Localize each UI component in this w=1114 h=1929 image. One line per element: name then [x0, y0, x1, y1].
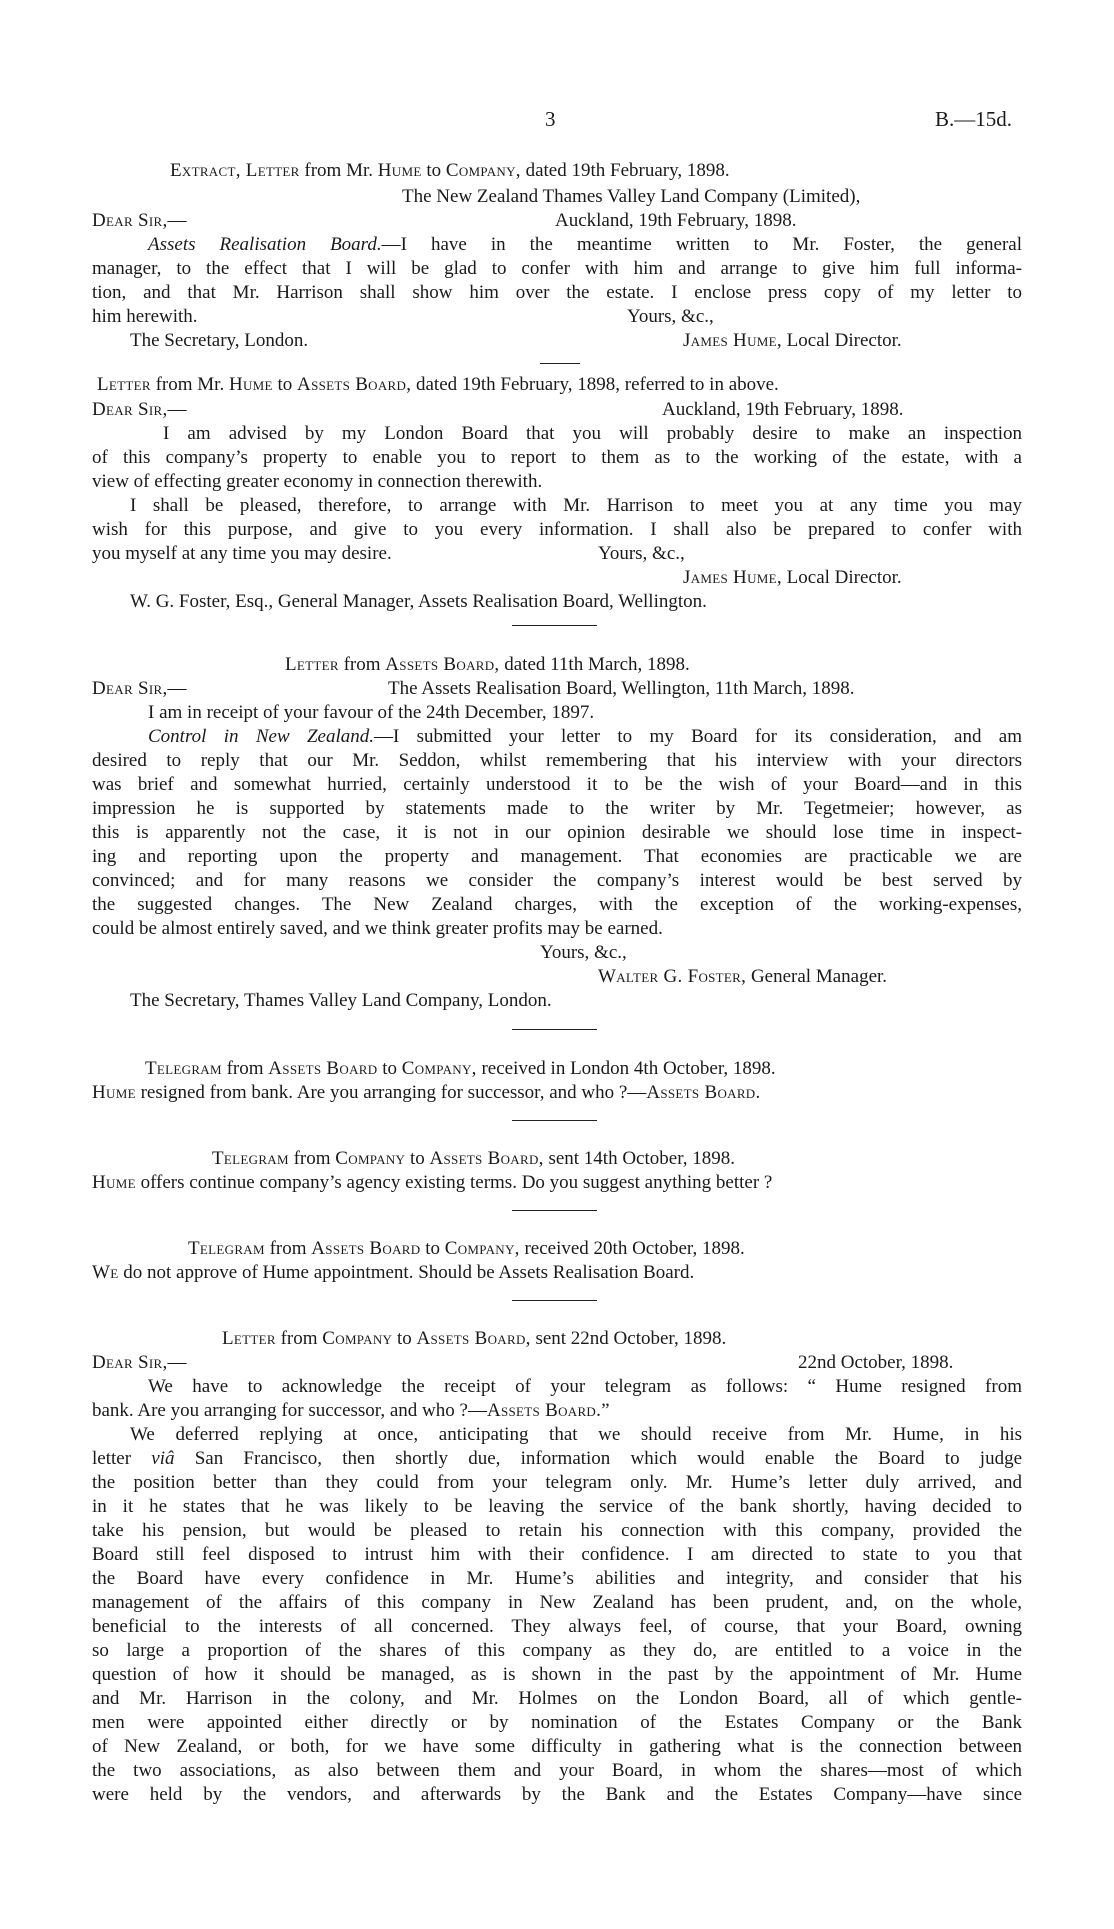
salutation: Dear Sir,—: [92, 210, 187, 231]
section-divider: [512, 1120, 597, 1121]
section-divider: [512, 1029, 597, 1030]
paragraph-line: could be almost entirely saved, and we think greater profits may be earned.: [92, 918, 663, 939]
page-number: 3: [545, 107, 556, 131]
section-divider: [540, 363, 580, 364]
section-divider: [512, 1210, 597, 1211]
closing: Yours, &c.,: [627, 306, 714, 327]
paragraph-line: tion, and that Mr. Harrison shall show him over the estate. I enclose press copy of my letter to: [92, 282, 1022, 303]
paragraph-line: I shall be pleased, therefore, to arrange with Mr. Harrison to meet you at any time you may: [130, 495, 1022, 516]
paragraph-line: so large a proportion of the shares of this company as they do, are entitled to a voice in the: [92, 1640, 1022, 1661]
paragraph-line: I am advised by my London Board that you will probably desire to make an inspection: [163, 423, 1022, 444]
telegram-body: Hume offers continue company’s agency existing terms. Do you suggest anything better ?: [92, 1172, 773, 1193]
letter-date: The Assets Realisation Board, Wellington, 11th March, 1898.: [388, 678, 855, 699]
letter-date: 22nd October, 1898.: [798, 1352, 954, 1373]
letter-date: Auckland, 19th February, 1898.: [555, 210, 797, 231]
paragraph-line: letter viâ San Francisco, then shortly due, information which would enable the Board to judge: [92, 1448, 1023, 1469]
telegram-body: Hume resigned from bank. Are you arranging for successor, and who ?—Assets Board.: [92, 1082, 761, 1103]
recipient: The Secretary, London.: [130, 330, 309, 351]
paragraph-line: impression he is supported by statements made to the writer by Mr. Tegetmeier; however, as: [92, 798, 1022, 819]
paragraph-line: view of effecting greater economy in connection therewith.: [92, 471, 543, 492]
closing: Yours, &c.,: [598, 543, 685, 564]
paragraph-line: of this company’s property to enable you to report to them as to the working of the estate, with a: [92, 447, 1022, 468]
paragraph-line: him herewith.: [92, 306, 198, 327]
paragraph-line: I am in receipt of your favour of the 24th December, 1897.: [148, 702, 595, 723]
paragraph-line: take his pension, but would be pleased to retain his connection with this company, provided the: [92, 1520, 1022, 1541]
salutation: Dear Sir,—: [92, 399, 187, 420]
paragraph-line: ing and reporting upon the property and management. That economies are practicable we are: [92, 846, 1022, 867]
paragraph-line: were held by the vendors, and afterwards by the Bank and the Estates Company—have since: [92, 1784, 1022, 1805]
paragraph-line: convinced; and for many reasons we consider the company’s interest would be best served by: [92, 870, 1022, 891]
paragraph-line: in it he states that he was likely to be leaving the service of the bank shortly, having decided to: [92, 1496, 1022, 1517]
paragraph-line: the suggested changes. The New Zealand charges, with the exception of the working-expenses,: [92, 894, 1022, 915]
paragraph-line: the two associations, as also between them and your Board, in whom the shares—most of which: [92, 1760, 1022, 1781]
telegram-heading: Telegram from Assets Board to Company, received in London 4th October, 1898.: [145, 1058, 776, 1079]
section-divider: [512, 1300, 597, 1301]
paragraph-line: We deferred replying at once, anticipating that we should receive from Mr. Hume, in his: [130, 1424, 1022, 1445]
telegram-body: We do not approve of Hume appointment. Should be Assets Realisation Board.: [92, 1262, 695, 1283]
paragraph-line: the Board have every confidence in Mr. Hume’s abilities and integrity, and consider that his: [92, 1568, 1022, 1589]
paragraph-line: management of the affairs of this company in New Zealand has been prudent, and, on the whole,: [92, 1592, 1022, 1613]
paragraph-line: and Mr. Harrison in the colony, and Mr. Holmes on the London Board, all of which gentle-: [92, 1688, 1022, 1709]
paragraph-line: men were appointed either directly or by nomination of the Estates Company or the Bank: [92, 1712, 1022, 1733]
paragraph-line: question of how it should be managed, as is shown in the past by the appointment of Mr. Hume: [92, 1664, 1022, 1685]
recipient: W. G. Foster, Esq., General Manager, Assets Realisation Board, Wellington.: [130, 591, 707, 612]
paragraph-line: We have to acknowledge the receipt of your telegram as follows: “ Hume resigned from: [148, 1376, 1022, 1397]
paragraph-line: Board still feel disposed to intrust him with their confidence. I am directed to state to you that: [92, 1544, 1022, 1565]
signature: Walter G. Foster, General Manager.: [598, 966, 888, 987]
letter-heading: Letter from Assets Board, dated 11th March, 1898.: [285, 654, 690, 675]
letter-date: Auckland, 19th February, 1898.: [662, 399, 904, 420]
paragraph-line: wish for this purpose, and give to you every information. I shall also be prepared to confer with: [92, 519, 1022, 540]
paragraph-line: the position better than they could from your telegram only. Mr. Hume’s letter duly arrived, and: [92, 1472, 1022, 1493]
paragraph-line: this is apparently not the case, it is not in our opinion desirable we should lose time in inspect-: [92, 822, 1022, 843]
salutation: Dear Sir,—: [92, 678, 187, 699]
letterhead-address: The New Zealand Thames Valley Land Company (Limited),: [402, 186, 861, 207]
extract-heading: Extract, Letter from Mr. Hume to Company, dated 19th February, 1898.: [170, 160, 730, 181]
recipient: The Secretary, Thames Valley Land Company, London.: [130, 990, 552, 1011]
letter-heading: Letter from Company to Assets Board, sent 22nd October, 1898.: [222, 1328, 727, 1349]
paragraph-line: Assets Realisation Board.—I have in the meantime written to Mr. Foster, the general: [148, 234, 1022, 255]
letter-heading: Letter from Mr. Hume to Assets Board, dated 19th February, 1898, referred to in above.: [97, 374, 779, 395]
signature: James Hume, Local Director.: [683, 567, 902, 588]
section-divider: [512, 625, 597, 626]
paragraph-line: Control in New Zealand.—I submitted your letter to my Board for its consideration, and am: [148, 726, 1022, 747]
paragraph-line: beneficial to the interests of all concerned. They always feel, of course, that your Board, owning: [92, 1616, 1022, 1637]
paragraph-line: of New Zealand, or both, for we have some difficulty in gathering what is the connection between: [92, 1736, 1022, 1757]
paragraph-line: you myself at any time you may desire.: [92, 543, 392, 564]
salutation: Dear Sir,—: [92, 1352, 187, 1373]
paragraph-line: bank. Are you arranging for successor, and who ?—Assets Board.”: [92, 1400, 610, 1421]
paragraph-line: was brief and somewhat hurried, certainly understood it to be the wish of your Board—and in this: [92, 774, 1022, 795]
paragraph-line: desired to reply that our Mr. Seddon, whilst remembering that his interview with your directors: [92, 750, 1022, 771]
document-reference: B.—15d.: [935, 107, 1013, 131]
telegram-heading: Telegram from Company to Assets Board, sent 14th October, 1898.: [212, 1148, 736, 1169]
telegram-heading: Telegram from Assets Board to Company, received 20th October, 1898.: [188, 1238, 745, 1259]
closing: Yours, &c.,: [540, 942, 627, 963]
paragraph-line: manager, to the effect that I will be glad to confer with him and arrange to give him full informa-: [92, 258, 1022, 279]
signature: James Hume, Local Director.: [683, 330, 902, 351]
